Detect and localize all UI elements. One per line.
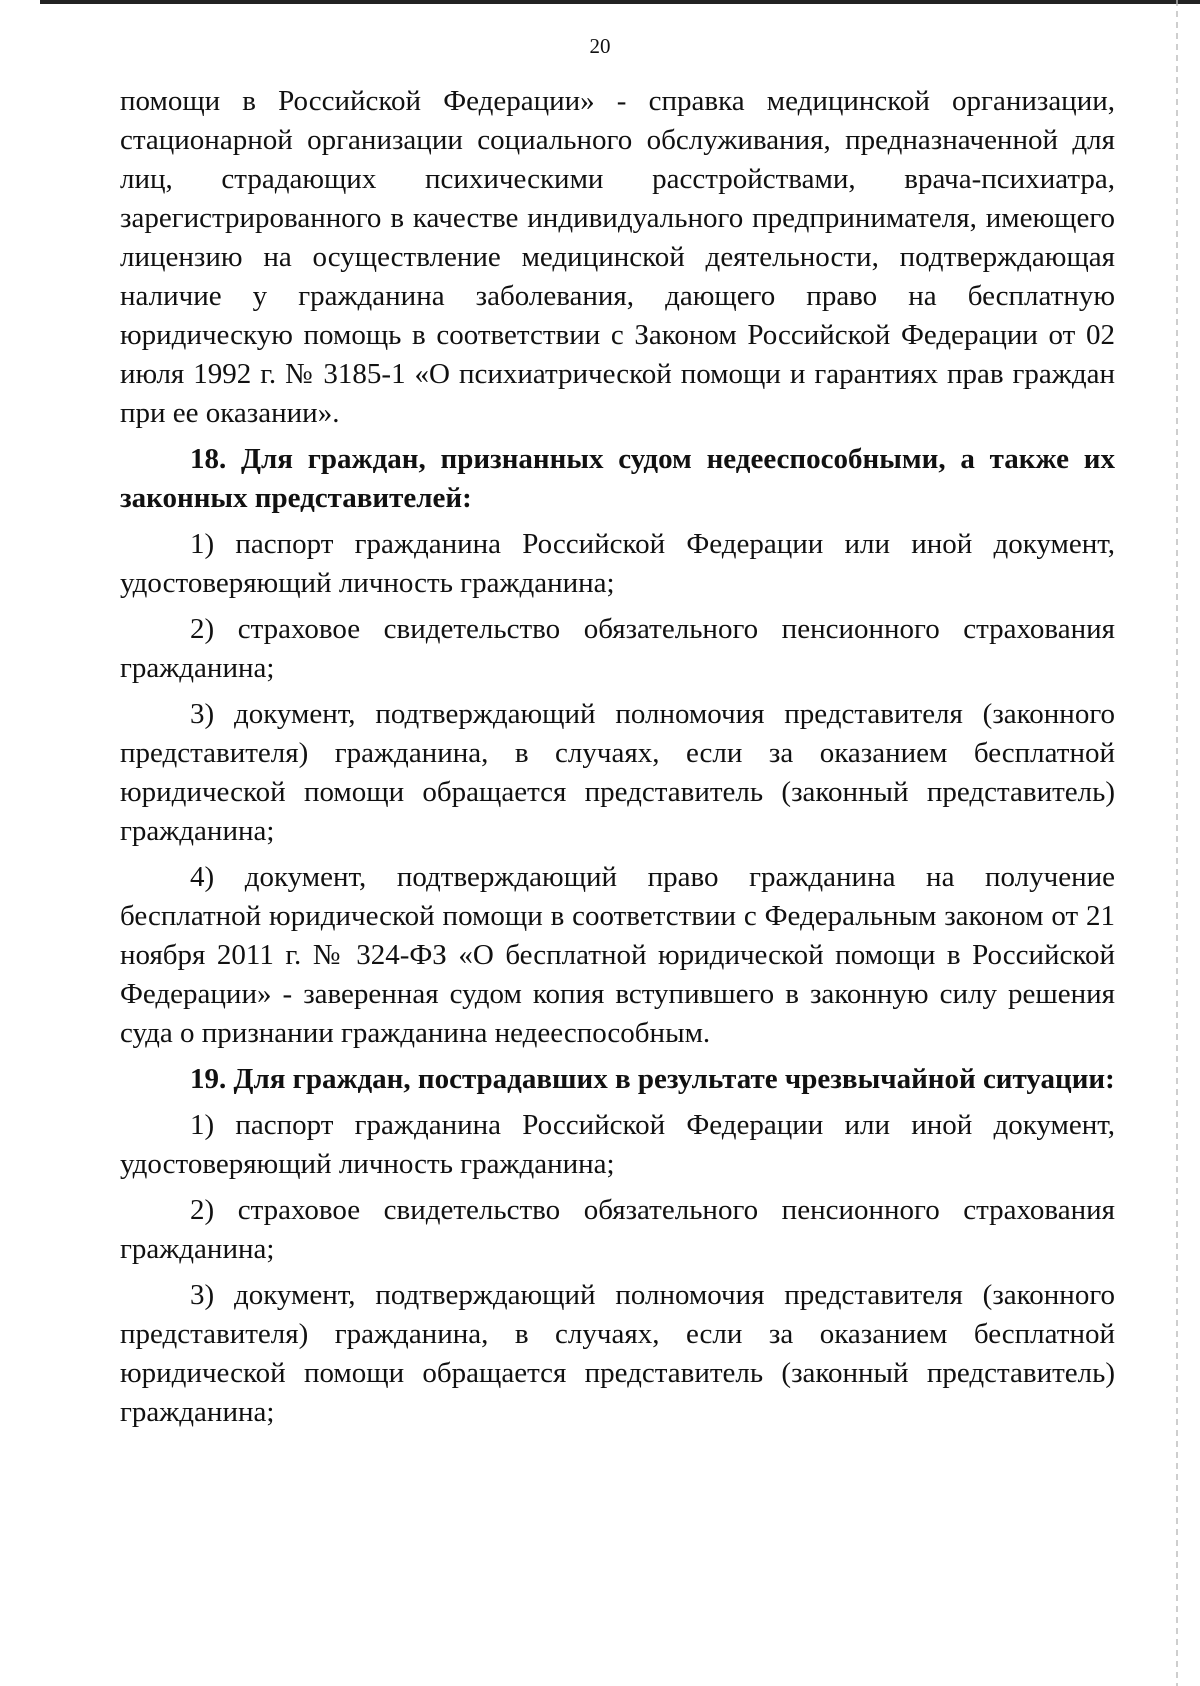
page-number: 20	[589, 34, 611, 58]
section-19-title: Для граждан, пострадавших в результате чрезвычайной ситуации:	[233, 1063, 1115, 1095]
section-18-title: Для граждан, признанных судом недееспособными, а также их законных представителей:	[120, 443, 1115, 514]
section-18-item-4: 4) документ, подтверждающий право гражданина на получение бесплатной юридической помощи в соответствии с Федеральным законом от 21 ноября 2011 г. № 324-ФЗ «О бесплатной юридической помощи в Российской Федерации» - заверенная судом копия вступившего в законную силу решения суда о признании гражданина недееспособным.	[120, 861, 1115, 1049]
right-scan-edge	[1176, 0, 1178, 1686]
section-19-item-3: 3) документ, подтверждающий полномочия представителя (законного представителя) гражданина, в случаях, если за оказанием бесплатной юридической помощи обращается представитель (законный представитель) гражданина;	[120, 1279, 1115, 1428]
intro-paragraph: помощи в Российской Федерации» - справка медицинской организации, стационарной организации социального обслуживания, предназначенной для лиц, страдающих психическими расстройствами, врача-психиатра, зарегистрированного в качестве индивидуального предпринимателя, имеющего лицензию на осуществление медицинской деятельности, подтверждающая наличие у гражданина заболевания, дающего право на бесплатную юридическую помощь в соответствии с Законом Российской Федерации от 02 июля 1992 г. № 3185-1 «О психиатрической помощи и гарантиях прав граждан при ее оказании».	[120, 85, 1115, 429]
section-19-heading	[120, 1060, 1115, 1099]
document-body	[120, 82, 1115, 1432]
section-18-item-2: 2) страховое свидетельство обязательного пенсионного страхования гражданина;	[120, 613, 1115, 684]
section-19-item-2: 2) страховое свидетельство обязательного пенсионного страхования гражданина;	[120, 1194, 1115, 1265]
section-18-heading	[120, 440, 1115, 518]
top-scan-edge	[40, 0, 1200, 4]
section-18-number: 18.	[190, 443, 227, 475]
section-18-item-3: 3) документ, подтверждающий полномочия представителя (законного представителя) гражданина, в случаях, если за оказанием бесплатной юридической помощи обращается представитель (законный представитель) гражданина;	[120, 698, 1115, 847]
section-19-number: 19.	[190, 1063, 227, 1095]
section-19-item-1: 1) паспорт гражданина Российской Федерации или иной документ, удостоверяющий личность гражданина;	[120, 1109, 1115, 1180]
section-18-item-1: 1) паспорт гражданина Российской Федерации или иной документ, удостоверяющий личность гражданина;	[120, 528, 1115, 599]
